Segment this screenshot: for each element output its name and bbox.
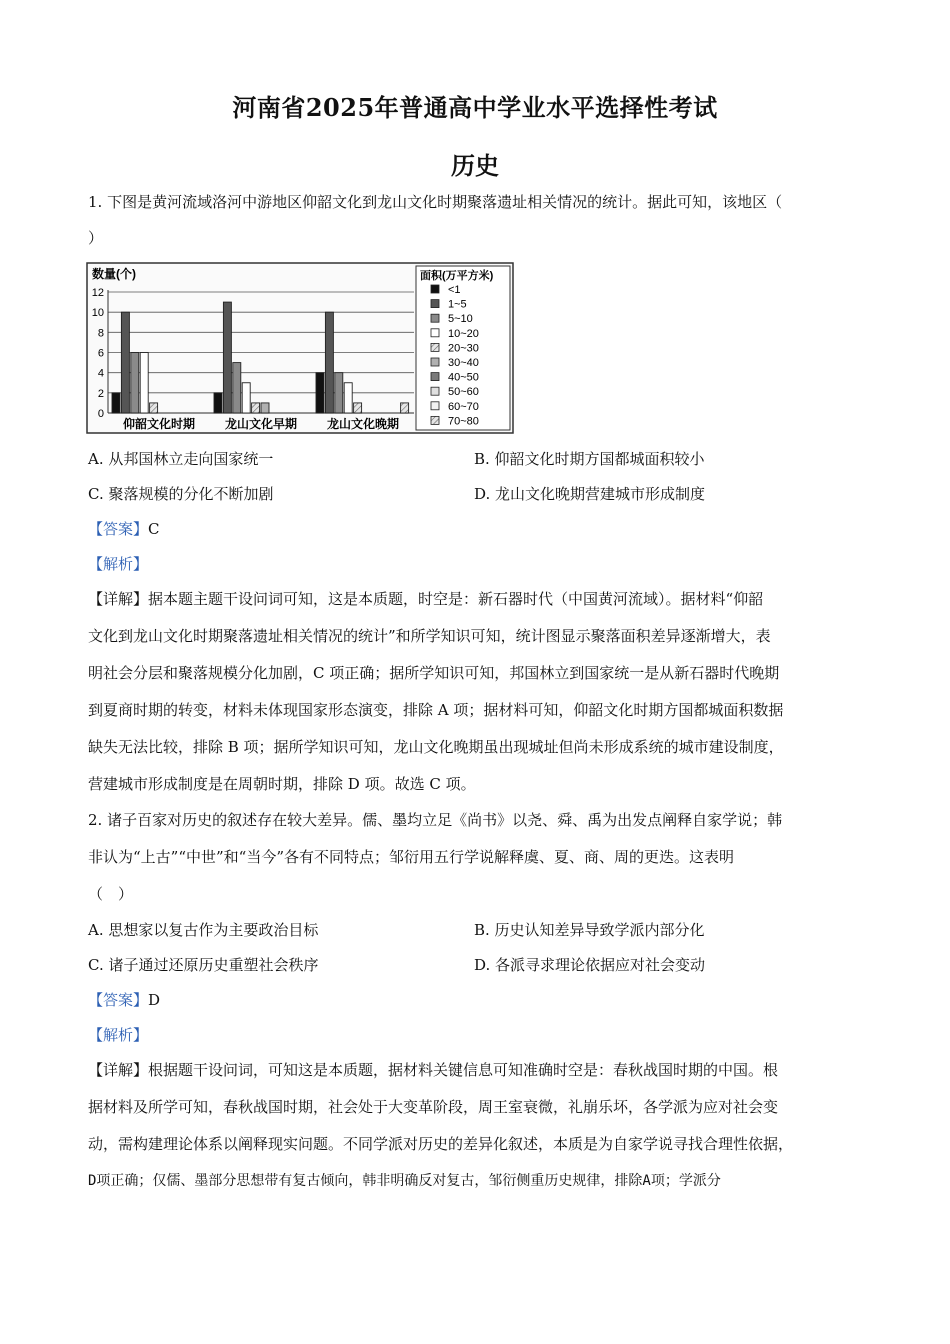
bar-1-3 — [242, 383, 250, 413]
legend-swatch — [431, 285, 439, 293]
legend-label: <1 — [448, 284, 461, 296]
q1-detail-line: 营建城市形成制度是在周朝时期，排除 D 项。故选 C 项。 — [88, 775, 476, 793]
analysis-tag: 【解析】 — [88, 555, 149, 573]
legend-swatch — [431, 416, 439, 424]
legend-label: 70~80 — [448, 415, 479, 428]
bar-0-0 — [112, 393, 120, 413]
q1-detail-line: 缺失无法比较，排除 B 项；据所学知识可知，龙山文化晚期虽出现城址但尚未形成系统的城市建设制度， — [88, 738, 784, 756]
bar-2-3 — [344, 383, 352, 413]
detail-text: 据本题主题干设问词可知，这是本质题，时空是：新石器时代（中国黄河流域）。据材料“仰韶 — [148, 590, 764, 608]
q2-detail-line — [88, 1060, 868, 1080]
ytick-label: 2 — [97, 387, 104, 400]
legend-swatch — [431, 373, 439, 381]
bar-1-0 — [214, 393, 222, 413]
q1-stem-line2: ） — [88, 229, 104, 247]
q2-option-b[interactable]: B. 历史认知差异导致学派内部分化 — [474, 921, 705, 939]
bar-1-2 — [233, 363, 241, 413]
q1-detail-line: 文化到龙山文化时期聚落遗址相关情况的统计”和所学知识可知，统计图显示聚落面积差异逐渐增大，表 — [88, 627, 771, 645]
legend-swatch — [431, 300, 439, 308]
bar-2-4 — [354, 403, 362, 413]
legend-swatch — [431, 343, 439, 351]
answer-value: D — [148, 991, 161, 1009]
detail-tag: 【详解】 — [88, 1061, 149, 1079]
legend-label: 60~70 — [448, 400, 479, 413]
bar-0-3 — [140, 353, 148, 414]
legend-label: 30~40 — [448, 357, 479, 369]
bar-2-9 — [401, 403, 409, 413]
q1-analysis-tag — [88, 554, 868, 574]
q1-detail-line — [88, 589, 868, 609]
legend-label: 10~20 — [448, 327, 479, 340]
answer-tag: 【答案】 — [88, 991, 149, 1009]
legend-swatch — [431, 387, 439, 395]
bar-0-4 — [150, 403, 158, 413]
q1-detail-line: 明社会分层和聚落规模分化加剧，C 项正确；据所学知识可知，邦国林立到国家统一是从新石器时代晚期 — [88, 664, 780, 682]
bar-2-2 — [335, 373, 343, 413]
q2-option-a[interactable]: A. 思想家以复古作为主要政治目标 — [88, 921, 319, 939]
q2-detail-line: D项正确；仅儒、墨部分思想带有复古倾向，韩非明确反对复古，邹衍侧重历史规律，排除A项；学派分 — [88, 1173, 721, 1189]
category-label: 龙山文化早期 — [224, 417, 298, 431]
q1-option-d[interactable]: D. 龙山文化晚期营建城市形成制度 — [474, 485, 706, 503]
bar-2-1 — [325, 312, 333, 413]
q1-stem-line1: 1. 下图是黄河流域洛河中游地区仰韶文化到龙山文化时期聚落遗址相关情况的统计。据此可知，该地区（ — [88, 193, 783, 211]
q2-stem-line: 2. 诸子百家对历史的叙述存在较大差异。儒、墨均立足《尚书》以尧、舜、禹为出发点阐释自家学说；韩 — [88, 811, 783, 829]
q2-detail-line: 据材料及所学可知，春秋战国时期，社会处于大变革阶段，周王室衰微，礼崩乐坏，各学派为应对社会变 — [88, 1098, 779, 1116]
legend-label: 40~50 — [448, 371, 479, 384]
q2-stem-line: （ ） — [88, 885, 134, 903]
answer-tag: 【答案】 — [88, 520, 149, 538]
q1-detail-line: 到夏商时期的转变，材料未体现国家形态演变，排除 A 项；据材料可知，仰韶文化时期方国都城面积数据 — [88, 701, 784, 719]
ytick-label: 4 — [97, 367, 104, 380]
detail-tag: 【详解】 — [88, 590, 149, 608]
ytick-label: 0 — [97, 408, 104, 420]
bar-0-1 — [121, 312, 129, 413]
q2-answer — [88, 990, 868, 1010]
ytick-label: 6 — [97, 347, 104, 360]
answer-value: C — [148, 520, 160, 538]
legend-swatch — [431, 402, 439, 410]
ytick-label: 12 — [91, 287, 104, 299]
q2-stem-line: 非认为“上古”“中世”和“当今”各有不同特点；邹衍用五行学说解释虞、夏、商、周的更迭。这表明 — [88, 848, 735, 866]
q1-option-b[interactable]: B. 仰韶文化时期方国都城面积较小 — [474, 450, 705, 468]
q2-analysis-tag — [88, 1025, 868, 1045]
category-label: 龙山文化晚期 — [326, 417, 400, 431]
analysis-tag: 【解析】 — [88, 1026, 149, 1044]
legend-label: 50~60 — [448, 386, 479, 399]
category-label: 仰韶文化时期 — [122, 417, 196, 431]
chart-ylabel: 数量(个) — [92, 267, 136, 281]
q1-option-a[interactable]: A. 从邦国林立走向国家统一 — [88, 450, 274, 468]
legend-label: 20~30 — [448, 342, 479, 355]
q1-answer — [88, 519, 868, 539]
bar-1-5 — [261, 403, 269, 413]
chart-category-labels — [123, 416, 399, 431]
bar-0-2 — [131, 353, 139, 414]
q2-option-c[interactable]: C. 诸子通过还原历史重塑社会秩序 — [88, 956, 319, 974]
q2-detail-line: 动，需构建理论体系以阐释现实问题。不同学派对历史的差异化叙述，本质是为自家学说寻找合理性依据， — [88, 1135, 794, 1153]
q2-option-d[interactable]: D. 各派寻求理论依据应对社会变动 — [474, 956, 706, 974]
legend-label: 1~5 — [448, 298, 467, 311]
q1-option-c[interactable]: C. 聚落规模的分化不断加剧 — [88, 485, 274, 503]
legend-swatch — [431, 329, 439, 337]
ytick-label: 8 — [97, 327, 104, 340]
exam-title: 河南省2025年普通高中学业水平选择性考试 — [232, 93, 718, 122]
bar-1-4 — [252, 403, 260, 413]
legend-label: 5~10 — [448, 313, 473, 326]
bar-1-1 — [223, 302, 231, 413]
ytick-label: 10 — [91, 307, 104, 320]
legend-swatch — [431, 358, 439, 366]
settlement-bar-chart — [86, 262, 514, 434]
bar-2-0 — [316, 373, 324, 413]
detail-text: 根据题干设问词，可知这是本质题，据材料关键信息可知准确时空是：春秋战国时期的中国。根 — [148, 1061, 779, 1079]
subject-title: 历史 — [451, 151, 499, 180]
legend-swatch — [431, 314, 439, 322]
legend-title: 面积(万平方米) — [420, 270, 494, 282]
